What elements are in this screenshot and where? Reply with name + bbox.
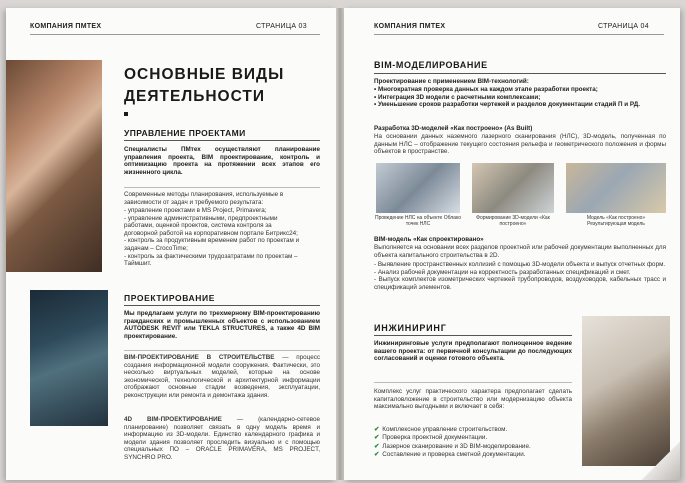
pm-methods: Современные методы планирования, используемые в зависимости от задач и требуемого результата:	[124, 191, 284, 206]
eng-heading-line	[374, 335, 572, 336]
bim-bullets: • Многократная проверка данных на каждом этапе разработки проекта; • Интеграция 3D модели с расчетными комплексами; • Уменьшение сроков разработки чертежей и разделов документации стадий П и РД.	[374, 86, 640, 109]
team-photo	[6, 60, 102, 272]
checklist-item: ✔ Лазерное сканирование и 3D BIM-моделирование.	[374, 442, 531, 450]
design-model-list: - Выявление пространственных коллизий с помощью 3D-модели объекта и выпуск отчетных форм. - Анализ рабочей документации на корректность разработанных спецификаций и смет. - Выпуск комплектов изометрических чертежей трубопроводов, воздуховодов, кабельных трасс и спецификаций элементов.	[374, 261, 666, 291]
design-heading: ПРОЕКТИРОВАНИЕ	[124, 293, 215, 303]
page-curl	[642, 440, 680, 480]
design-divider	[124, 350, 320, 351]
page-number: СТРАНИЦА 03	[256, 23, 307, 30]
caption-asbuilt: Формирование 3D-модели «Как построено»	[476, 215, 550, 227]
designer-photo	[30, 290, 108, 426]
result-model-image	[566, 163, 666, 213]
company-name: КОМПАНИЯ ПМТЕХ	[30, 23, 102, 30]
bim-construction-block: BIM-ПРОЕКТИРОВАНИЕ В СТРОИТЕЛЬСТВЕ — процесс создания информационной модели сооружения. Фактически, это несколько виртуальных моделей, которые на основе экономической, технологической и архитектурной информации отображают основные стадии возведения, эксплуатации, реконструкции или ремонта и демонтажа здания.	[124, 354, 321, 399]
design-heading-line	[124, 305, 320, 306]
bim4d-block: 4D BIM-ПРОЕКТИРОВАНИЕ — (календарно-сетевое планирование) позволяет связать в одну модель время и информацию из 3D-модели. Единство календарного графика и модели здания позволяет проследить визуально и с помощью специальных ПО – ORACLE PRIMAVERA, MS PROJECT, SYNCHRO PRO.	[124, 416, 321, 461]
caption-point-cloud: Проведение НЛС на объекте Облако точек НЛС	[375, 215, 461, 227]
asbuilt-text: На основании данных наземного лазерного сканирования (НЛС), 3D-модель, полученная по данным НЛС – отображение текущего состояния рельефа и геометрического положения и формы объектов в пространстве.	[374, 133, 666, 156]
asbuilt-title: Разработка 3D-моделей «Как построено» (As Built)	[374, 125, 533, 132]
checklist-item: ✔ Составление и проверка сметной документации.	[374, 451, 526, 459]
bim-heading: BIM-МОДЕЛИРОВАНИЕ	[374, 60, 488, 70]
company-name: КОМПАНИЯ ПМТЕХ	[374, 23, 446, 30]
header-divider	[374, 34, 664, 35]
bim-lead: Проектирование с применением BIM-технологий:	[374, 78, 529, 85]
asbuilt-model-image	[472, 163, 554, 213]
title-mark	[124, 112, 128, 116]
eng-text: Комплекс услуг практического характера предполагает сделать капиталовложение в строительство или модернизацию объекта максимально выгодными и включает в себя:	[374, 388, 572, 411]
main-title: ОСНОВНЫЕ ВИДЫ ДЕЯТЕЛЬНОСТИ	[124, 66, 285, 105]
design-model-text: Выполняется на основании всех разделов проектной или рабочей документации выполненных для объекта капитального строительства в 2D.	[374, 244, 666, 259]
pm-intro: Специалисты ПМтех осуществляют планирование управления проекта, BIM проектирование, контроль и оптимизацию проекта на протяжении всех этапов его жизненного цикла.	[124, 146, 320, 176]
pm-divider	[124, 187, 320, 188]
eng-intro: Инжиниринговые услуги предполагают полноценное ведение вашего проекта: от первичной консультации до последующих согласований и оценки готового объекта.	[374, 340, 572, 363]
caption-result: Модель «Как построено» Результирующая модель	[586, 215, 646, 227]
book-spine	[336, 8, 344, 480]
design-model-title: BIM-модель «Как спроектировано»	[374, 236, 484, 243]
header-divider	[30, 34, 320, 35]
check-icon: ✔	[374, 426, 380, 433]
pm-list: - управление проектами в MS Project, Primavera; - управление административными, предпроектными работами, оценкой проектов, система контроля за договорной работой на корпоративном портале Битрикс24; - контроль за продуктивным временем работ по проектам и задачам – CrocoTime; - контроль за фактическими трудозатратами по проектам – Таймшит.	[124, 207, 300, 268]
checklist-item: ✔ Комплексное управление строительством.	[374, 426, 508, 433]
point-cloud-image	[376, 163, 460, 213]
eng-heading: ИНЖИНИРИНГ	[374, 323, 447, 333]
right-page	[344, 8, 680, 480]
bim-heading-line	[374, 73, 666, 74]
check-icon: ✔	[374, 442, 380, 450]
eng-divider	[374, 382, 572, 383]
left-page	[6, 8, 336, 480]
design-intro: Мы предлагаем услуги по трехмерному BIM-проектированию гражданских и промышленных объектов с использованием AUTODESK REVIT или TEKLA STRUCTURES, а также 4D BIM проектирование.	[124, 310, 320, 340]
pm-heading: УПРАВЛЕНИЕ ПРОЕКТАМИ	[124, 128, 246, 138]
check-icon: ✔	[374, 451, 380, 459]
check-icon: ✔	[374, 434, 380, 442]
eng-checklist	[374, 426, 574, 460]
page-number: СТРАНИЦА 04	[598, 23, 649, 30]
pm-heading-line	[124, 140, 320, 141]
checklist-item: ✔ Проверка проектной документации.	[374, 434, 488, 442]
